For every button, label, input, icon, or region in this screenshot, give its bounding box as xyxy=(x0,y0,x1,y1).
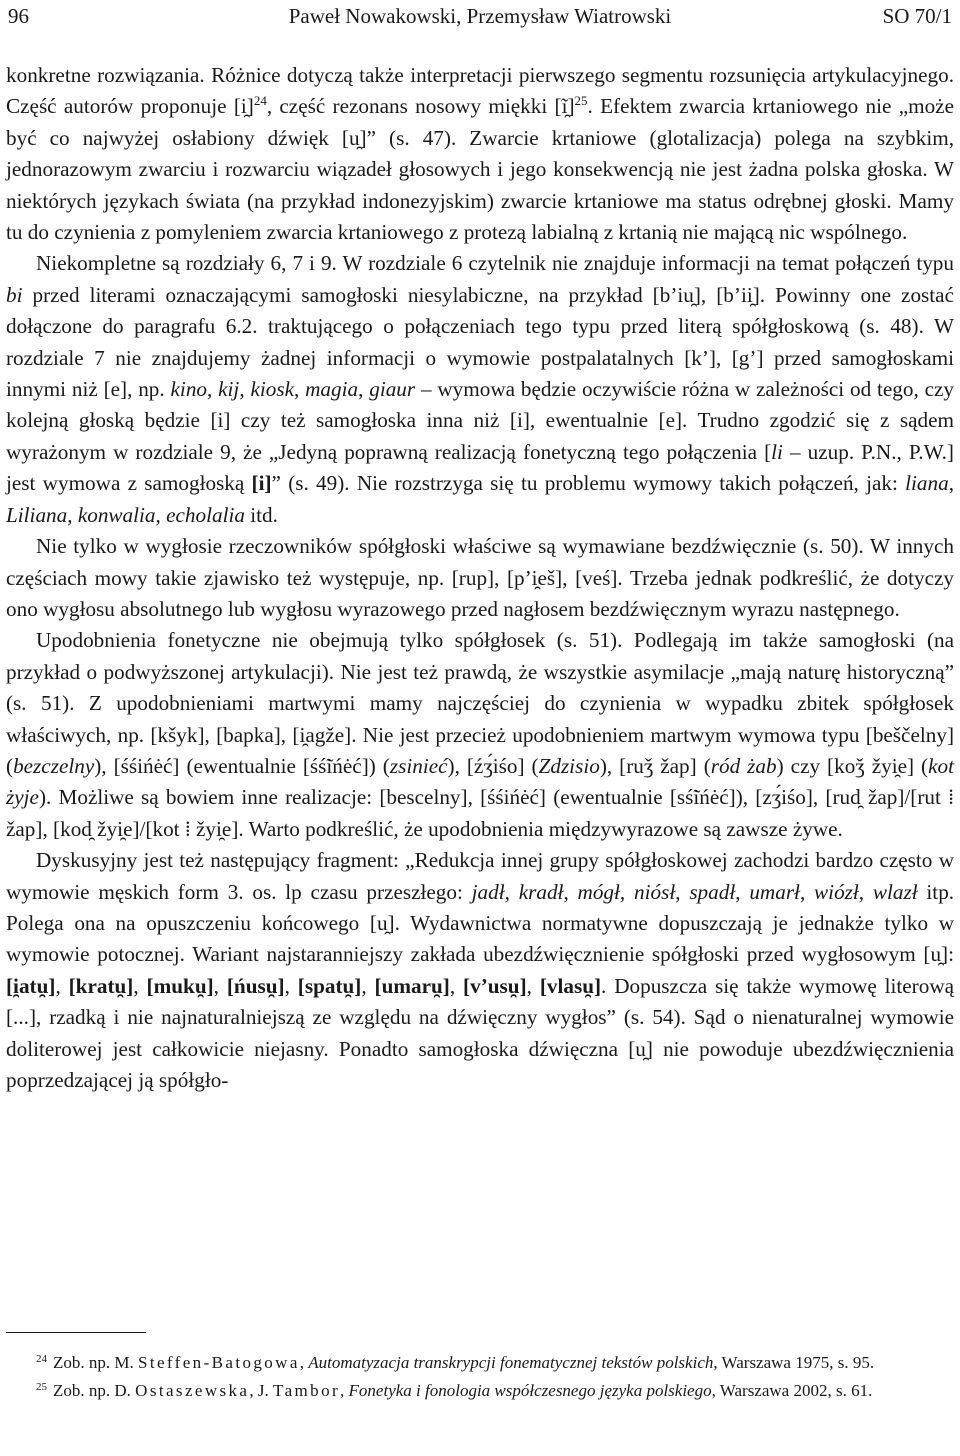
footnote: $^{25}$ Zob. np. D. Ostaszewska, J. Tambor, Fonetyka i fonologia współczesnego języka polskiego, Warszawa 2002, s. 61. xyxy=(36,1381,873,1400)
footnote-separator xyxy=(6,1332,146,1333)
footnote-text: Zob. np. D. Ostaszewska, J. Tambor, Fonetyka i fonologia współczesnego języka polskiego, Warszawa 2002, s. 61. xyxy=(53,1381,873,1400)
paragraph: Niekompletne są rozdziały 6, 7 i 9. W rozdziale 6 czytelnik nie znajduje informacji na temat połączeń typu bi przed literami oznaczającymi samogłoski niesylabiczne, na przykład [b’iu̯], [b’ii̯]. Powinny one zostać dołączone do paragrafu 6.2. traktującego o połączeniach tego typu przed literą spółgłoskową (s. 48). W rozdziale 7 nie znajdujemy żadnej informacji o wymowie postpalatalnych [k’], [g’] przed samogłoskami innymi niż [e], np. kino, kij, kiosk, magia, giaur – wymowa będzie oczywiście różna w zależności od tego, czy kolejną głoską będzie [i] czy też samogłoska inna niż [i], ewentualnie [e]. Trudno zgodzić się z sądem wyrażonym w rozdziale 9, że „Jedyną poprawną realizacją fonetyczną tego połączenia [li – uzup. P.N., P.W.] jest wymowa z samogłoską [i]” (s. 49). Nie rozstrzyga się tu problemu wymowy takich połączeń, jak: liana, Liliana, konwalia, echolalia itd. xyxy=(6,251,955,527)
footnotes xyxy=(6,1350,954,1406)
paragraph: Nie tylko w wygłosie rzeczowników spółgłoski właściwe są wymawiane bezdźwięcznie (s. 50). W innych częściach mowy takie zjawisko też występuje, np. [rup], [p’i̯eš], [veś]. Trzeba jednak podkreślić, że dotyczy ono wygłosu absolutnego lub wygłosu wyrazowego przed nagłosem bezdźwięcznym wyrazu następnego. xyxy=(6,534,954,621)
paragraph: Upodobnienia fonetyczne nie obejmują tylko spółgłosek (s. 51). Podlegają im także samogłoski (na przykład o podwyższonej artykulacji). Nie jest też prawdą, że wszystkie asymilacje „mają naturę historyczną” (s. 51). Z upodobnieniami martwymi mamy najczęściej do czynienia w wypadku zbitek spółgłosek właściwych, np. [kšyk], [bapka], [i̯agže]. Nie jest przecież upodobnieniem martwym wymowa typu [beščelny] (bezczelny), [śśińėć] (ewentualnie [śś̃ińėć]) (zsinieć), [źʒ́iśo] (Zdzisio), [ruǯ žap] (ród żab) czy [koǯ žyi̯e] (kot żyje). Możliwe są bowiem inne realizacje: [bescelny], [śśińėć] (ewentualnie [sś̃ińėć]), [zʒ́iśo], [rud̯ žap]/[rut ⁞ žap], [kod̯ žyi̯e]/[kot ⁞ žyi̯e]. Warto podkreślić, że upodobnienia międzywyrazowe są zawsze żywe. xyxy=(6,628,954,841)
paragraph: Dyskusyjny jest też następujący fragment: „Redukcja innej grupy spółgłoskowej zachodzi bardzo często w wymowie męskich form 3. os. lp czasu przeszłego: jadł, kradł, mógł, niósł, spadł, umarł, wiózł, wlazł itp. Polega ona na opuszczeniu końcowego [u̯]. Wydawnictwa normatywne dopuszczają je jednakże tylko w wymowie potocznej. Wariant najstaranniejszy zakłada ubezdźwięcznienie spółgłoski przed wygłosowym [u̯]: [i̯atu̯], [kratu̯], [muku̯], [ńusu̯], [spatu̯], [umaru̯], [v’usu̯], [vlasu̯]. Dopuszcza się także wymowę literową [...], rzadką i nie najnaturalniejszą ze względu na dźwięczny wygłos” (s. 54). Sąd o nienaturalnej wymowie doliterowej jest całkowicie niejasny. Ponadto samogłoska dźwięczna [u̯] nie powoduje ubezdźwięcznienia poprzedzającej ją spółgło- xyxy=(6,848,955,1092)
page-number: 96 xyxy=(8,4,29,28)
paragraph: konkretne rozwiązania. Różnice dotyczą także interpretacji pierwszego segmentu rozsunięcia artykulacyjnego. Część autorów proponuje [i̯]$^{24}$, część rezonans nosowy miękki [ĩ̯]$^{25}$. Efektem zwarcia krtaniowego nie „może być co najwyżej osłabiony dźwięk [u̯]” (s. 47). Zwarcie krtaniowe (glotalizacja) polega na szybkim, jednorazowym zwarciu i rozwarciu wiązadeł głosowych i jego konsekwencją nie jest żadna polska głoska. W niektórych językach świata (na przykład indonezyjskim) zwarcie krtaniowe ma status odrębnej głoski. Mamy tu do czynienia z pomyleniem zwarcia krtaniowego z protezą labialną z krtanią nie mającą nic wspólnego. xyxy=(6,63,954,245)
journal-issue: SO 70/1 xyxy=(882,4,952,28)
footnote: $^{24}$ Zob. np. M. Steffen-Batogowa, Automatyzacja transkrypcji fonematycznej tekstów polskich, Warszawa 1975, s. 95. xyxy=(36,1353,875,1372)
footnote-text: Zob. np. M. Steffen-Batogowa, Automatyzacja transkrypcji fonematycznej tekstów polskich, Warszawa 1975, s. 95. xyxy=(53,1353,875,1372)
running-authors: Paweł Nowakowski, Przemysław Wiatrowski xyxy=(288,4,672,28)
running-header xyxy=(8,2,952,30)
body-text xyxy=(6,60,954,1096)
